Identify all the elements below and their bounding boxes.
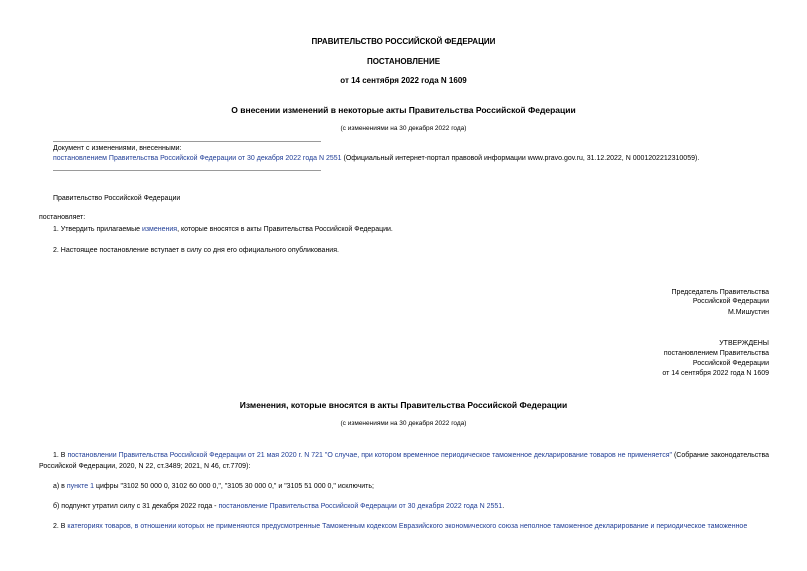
annex-item-b: б) подпункт утратил силу с 31 декабря 2022 года - постановление Правительства Российской Федерации от 30 декабря 2022 года N 2551. xyxy=(53,503,505,510)
changes-label: Документ с изменениями, внесенными: xyxy=(53,145,182,152)
approved-line-2: постановлением Правительства xyxy=(663,350,769,357)
approved-line-4: от 14 сентября 2022 года N 1609 xyxy=(662,370,769,377)
signature-name: М.Мишустин xyxy=(727,309,769,316)
decree-2551-link[interactable]: постановление Правительства Российской Федерации от 30 декабря 2022 года N 2551 xyxy=(218,503,503,510)
changes-link[interactable]: изменения xyxy=(141,226,178,233)
document-type: ПОСТАНОВЛЕНИЕ xyxy=(366,57,441,66)
approved-line-3: Российской Федерации xyxy=(692,360,769,367)
changes-top-rule xyxy=(53,141,321,142)
amendment-link[interactable]: постановлением Правительства Российской Федерации от 30 декабря 2022 года N 2551 xyxy=(53,155,342,162)
categories-link[interactable]: категориях товаров, в отношении которых не применяются предусмотренные Таможенным кодексом Евразийского экономического союза неполное таможенное декларирование и периодическое таможенное xyxy=(67,523,748,530)
document-title: О внесении изменений в некоторые акты Правительства Российской Федерации xyxy=(231,105,576,115)
annex-item-1: 1. В постановлении Правительства Российской Федерации от 21 мая 2020 г. N 721 "О случае, при котором временное периодическое таможенное декларирование товаров не применяется" (Собрание законодательства Российской Федерации, 2020, N 22, ст.3489; 2021, N 46, ст.7709): xyxy=(39,452,769,470)
signature-country: Российской Федерации xyxy=(692,298,769,305)
decree-721-link[interactable]: постановлении Правительства Российской Федерации от 21 мая 2020 г. N 721 "О случае, при котором временное периодическое таможенное декларирование товаров не применяется" xyxy=(67,452,672,459)
amendment-source: (Официальный интернет-портал правовой информации www.pravo.gov.ru, 31.12.2022, N 0001202212310059). xyxy=(341,155,700,162)
point-1-link[interactable]: пункте 1 xyxy=(66,483,94,490)
signature-position: Председатель Правительства xyxy=(671,289,769,296)
approved-heading: УТВЕРЖДЕНЫ xyxy=(719,340,769,347)
annex-item-2: 2. В категориях товаров, в отношении которых не применяются предусмотренные Таможенным кодексом Евразийского экономического союза неполное таможенное декларирование и периодическое таможенное xyxy=(53,523,748,530)
document-date-number: от 14 сентября 2022 года N 1609 xyxy=(340,76,467,85)
changes-line xyxy=(53,155,699,164)
annex-revision-note: (с изменениями на 30 декабря 2022 года) xyxy=(340,420,467,427)
paragraph-1: 1. Утвердить прилагаемые изменения, которые вносятся в акты Правительства Российской Федерации. xyxy=(53,226,393,233)
annex-title: Изменения, которые вносятся в акты Правительства Российской Федерации xyxy=(239,400,568,410)
paragraph-2: 2. Настоящее постановление вступает в силу со дня его официального опубликования. xyxy=(53,247,339,254)
government-heading: ПРАВИТЕЛЬСТВО РОССИЙСКОЙ ФЕДЕРАЦИИ xyxy=(311,37,496,46)
issuer: Правительство Российской Федерации xyxy=(53,195,181,202)
decrees-word: постановляет: xyxy=(39,214,86,221)
annex-item-a: а) в пункте 1 цифры "3102 50 000 0, 3102 60 000 0,", "3105 30 000 0," и "3105 51 000 0," исключить; xyxy=(53,483,374,490)
changes-bottom-rule xyxy=(53,170,321,171)
revision-note: (с изменениями на 30 декабря 2022 года) xyxy=(340,125,467,132)
